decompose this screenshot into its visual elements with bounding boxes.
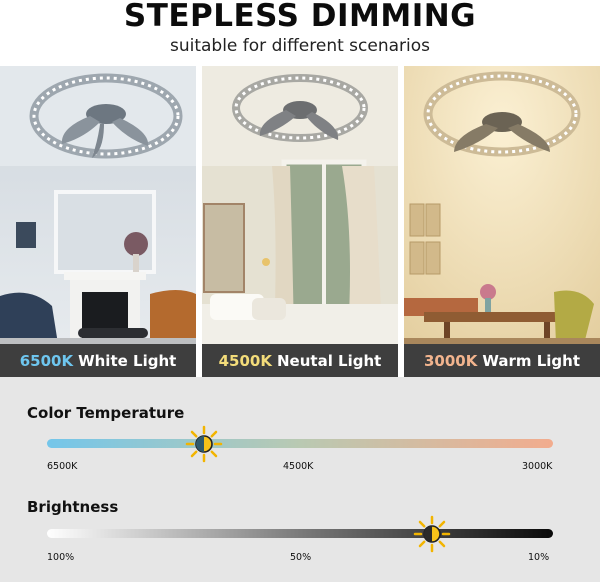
kelvin-value: 4500K [218, 351, 272, 370]
panel-label [404, 344, 600, 377]
panel-label [0, 344, 196, 377]
panel-neutral-light [202, 66, 398, 377]
dining-room-illustration [404, 66, 600, 377]
panel-warm-light [404, 66, 600, 377]
light-name: White Light [78, 351, 177, 370]
ct-label-right: 3000K [522, 461, 553, 472]
sun-icon[interactable] [184, 424, 224, 464]
light-name: Neutal Light [277, 351, 382, 370]
ct-label-middle: 4500K [283, 461, 314, 472]
living-room-illustration [0, 66, 196, 377]
color-temperature-slider[interactable] [47, 439, 553, 448]
brightness-label-right: 10% [528, 552, 550, 563]
sun-icon[interactable] [412, 514, 452, 554]
panel-white-light [0, 66, 196, 377]
brightness-label-left: 100% [47, 552, 75, 563]
brightness-slider[interactable] [47, 529, 553, 538]
bedroom-illustration [202, 66, 398, 377]
brightness-title: Brightness [27, 498, 119, 516]
panel-label [202, 344, 398, 377]
dimming-controls [0, 377, 600, 582]
page-title: STEPLESS DIMMING [123, 0, 477, 34]
kelvin-value: 3000K [423, 351, 478, 370]
ct-label-left: 6500K [47, 461, 78, 472]
kelvin-value: 6500K [19, 351, 74, 370]
light-name: Warm Light [482, 351, 581, 370]
color-temperature-title: Color Temperature [27, 404, 185, 422]
brightness-label-middle: 50% [290, 552, 312, 563]
page-subtitle: suitable for different scenarios [169, 36, 431, 56]
